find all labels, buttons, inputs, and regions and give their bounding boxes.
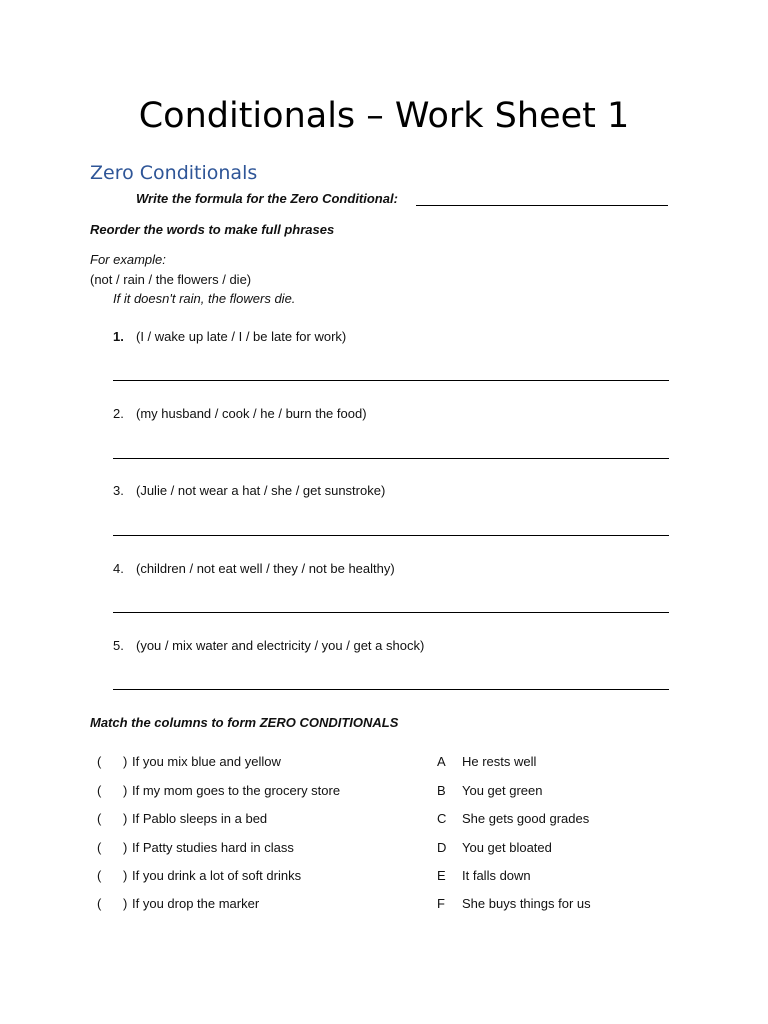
- match-letter: D: [437, 840, 447, 855]
- match-left-item: If you drop the marker: [132, 896, 260, 911]
- match-open-paren[interactable]: (: [97, 811, 102, 826]
- match-open-paren[interactable]: (: [97, 840, 102, 855]
- match-right-item: You get green: [462, 783, 543, 798]
- example-label: For example:: [90, 252, 166, 267]
- answer-line-1[interactable]: [113, 380, 669, 381]
- match-close-paren: ): [123, 811, 128, 826]
- item-number: 1.: [113, 329, 124, 344]
- example-answer: If it doesn't rain, the flowers die.: [113, 291, 296, 306]
- item-words: (children / not eat well / they / not be healthy): [136, 561, 395, 576]
- match-letter: C: [437, 811, 447, 826]
- formula-answer-line[interactable]: [416, 205, 668, 206]
- match-open-paren[interactable]: (: [97, 754, 102, 769]
- match-left-item: If Patty studies hard in class: [132, 840, 294, 855]
- item-words: (I / wake up late / I / be late for work): [136, 329, 347, 344]
- match-open-paren[interactable]: (: [97, 868, 102, 883]
- answer-line-5[interactable]: [113, 689, 669, 690]
- item-number: 2.: [113, 406, 124, 421]
- example-words: (not / rain / the flowers / die): [90, 272, 252, 287]
- section-heading: Zero Conditionals: [90, 162, 258, 184]
- match-close-paren: ): [123, 754, 128, 769]
- match-open-paren[interactable]: (: [97, 783, 102, 798]
- page-title: Conditionals – Work Sheet 1: [138, 96, 630, 136]
- match-left-item: If my mom goes to the grocery store: [132, 783, 341, 798]
- match-close-paren: ): [123, 840, 128, 855]
- reorder-instruction: Reorder the words to make full phrases: [90, 222, 335, 237]
- match-instruction: Match the columns to form ZERO CONDITIONALS: [90, 715, 399, 730]
- match-open-paren[interactable]: (: [97, 896, 102, 911]
- match-right-item: He rests well: [462, 754, 537, 769]
- item-words: (Julie / not wear a hat / she / get sunstroke): [136, 483, 386, 498]
- item-number: 3.: [113, 483, 124, 498]
- match-right-item: You get bloated: [462, 840, 552, 855]
- item-words: (you / mix water and electricity / you / get a shock): [136, 638, 425, 653]
- item-number: 5.: [113, 638, 124, 653]
- match-letter: E: [437, 868, 446, 883]
- match-left-item: If Pablo sleeps in a bed: [132, 811, 268, 826]
- match-right-item: It falls down: [462, 868, 531, 883]
- match-close-paren: ): [123, 783, 128, 798]
- answer-line-4[interactable]: [113, 612, 669, 613]
- match-letter: A: [437, 754, 446, 769]
- answer-line-3[interactable]: [113, 535, 669, 536]
- item-number: 4.: [113, 561, 124, 576]
- match-close-paren: ): [123, 868, 128, 883]
- match-left-item: If you mix blue and yellow: [132, 754, 281, 769]
- match-right-item: She buys things for us: [462, 896, 591, 911]
- match-right-item: She gets good grades: [462, 811, 590, 826]
- match-letter: F: [437, 896, 445, 911]
- match-letter: B: [437, 783, 446, 798]
- formula-prompt: Write the formula for the Zero Conditional:: [136, 191, 398, 206]
- answer-line-2[interactable]: [113, 458, 669, 459]
- match-close-paren: ): [123, 896, 128, 911]
- item-words: (my husband / cook / he / burn the food): [136, 406, 367, 421]
- match-left-item: If you drink a lot of soft drinks: [132, 868, 302, 883]
